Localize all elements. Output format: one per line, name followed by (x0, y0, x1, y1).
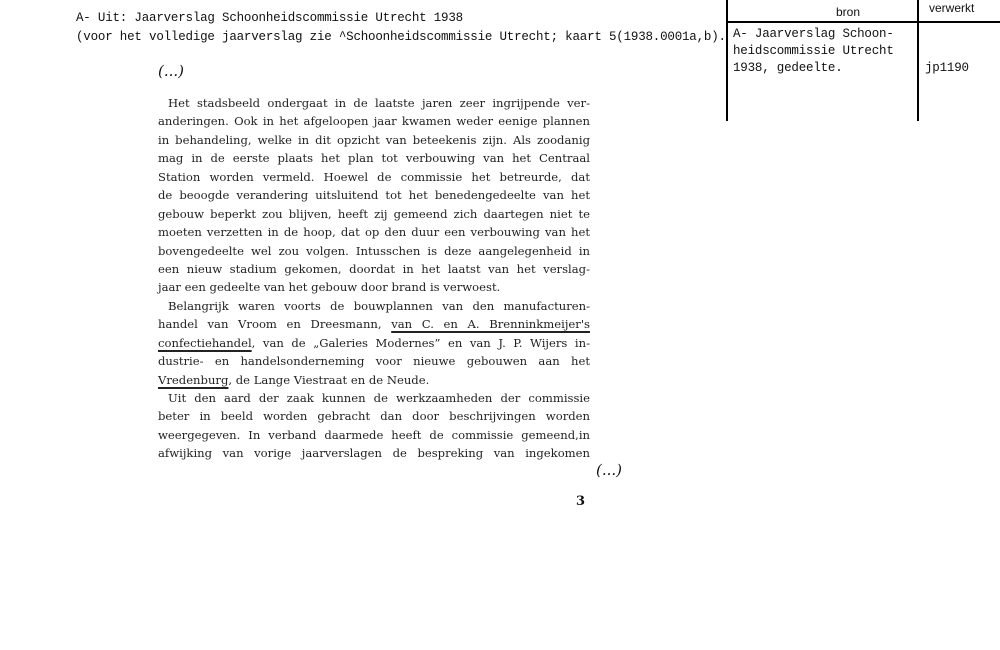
text-segment: jaar een gedeelte van het gebouw door brand is verwoest. (158, 280, 501, 295)
omission-mark-end: (...) (596, 461, 623, 479)
text-line (158, 112, 590, 130)
bron-line: 1938, gedeelte. (733, 61, 843, 75)
column-header-bron: bron (836, 5, 861, 19)
text-segment: Het stadsbeeld ondergaat in de laatste jaren zeer ingrijpende ver- (168, 96, 590, 110)
text-segment: gebouw beperkt zou blijven, heeft zij gemeend zich daartegen niet te (158, 206, 590, 221)
document-body (158, 94, 590, 463)
text-line (158, 131, 590, 149)
page-number: 3 (576, 494, 586, 509)
text-segment: de beoogde verandering uitsluitend tot het benedengedeelte van het (158, 188, 590, 203)
underlined-text: van C. en A. Brenninkmeijer's (391, 317, 590, 332)
underlined-text: Vredenburg (158, 372, 229, 387)
bron-line: A- Jaarverslag Schoon- (733, 27, 894, 41)
underlined-text: confectiehandel (158, 335, 252, 350)
bron-line: heidscommissie Utrecht (733, 44, 894, 58)
text-segment: Belangrijk waren voorts de bouwplannen van den manufacturen- (168, 298, 590, 313)
text-line (158, 223, 590, 241)
table-left-border (726, 0, 728, 121)
text-segment: Station worden vermeld. Hoewel de commissie het betreurde, dat (158, 169, 590, 184)
text-line (158, 297, 590, 315)
text-segment: in behandeling, welke in dit opzicht van beteekenis zijn. Als zoodanig (158, 132, 590, 147)
text-line (158, 352, 590, 370)
table-column-divider (917, 0, 919, 121)
text-line (158, 149, 590, 167)
text-segment: , de Lange Viestraat en de Neude. (228, 372, 430, 387)
text-segment: bovengedeelte wel zou volgen. Intusschen is deze aangelegenheid in (158, 243, 590, 258)
text-segment: weergegeven. In verband daarmede heeft de commissie gemeend,in (158, 427, 590, 442)
text-segment: moeten verzetten in de hoop, dat op den duur een verbouwing van het (158, 225, 590, 240)
text-line (158, 94, 590, 112)
text-line (158, 371, 590, 389)
text-line (158, 389, 590, 407)
text-segment: Uit den aard der zaak kunnen de werkzaamheden der commissie (168, 391, 590, 405)
text-line (158, 205, 590, 223)
text-segment: een nieuw stadium gekomen, doordat in het laatst van het verslag- (158, 261, 590, 276)
text-line (158, 334, 590, 352)
text-line (158, 242, 590, 260)
header-title: A- Uit: Jaarverslag Schoonheidscommissie Utrecht 1938 (76, 11, 463, 25)
text-segment: anderingen. Ook in het afgeloopen jaar kwamen weder eenige plannen (158, 114, 590, 129)
text-segment: afwijking van vorige jaarverslagen de bespreking van ingekomen (158, 446, 590, 461)
omission-mark-start: (...) (158, 62, 185, 80)
text-line (158, 315, 590, 333)
text-line (158, 426, 590, 444)
text-line (158, 168, 590, 186)
text-line (158, 260, 590, 278)
text-line (158, 444, 590, 462)
verwerkt-code: jp1190 (925, 61, 969, 75)
text-line (158, 407, 590, 425)
text-line (158, 278, 590, 296)
header-reference: (voor het volledige jaarverslag zie ^Schoonheidscommissie Utrecht; kaart 5(1938.0001a,b). (76, 30, 726, 44)
text-segment: mag in de eerste plaats het plan tot verbouwing van het Centraal (158, 151, 590, 166)
table-header-border (726, 21, 1000, 23)
text-segment: beter in beeld worden gebracht dan door beschrijvingen worden (158, 409, 590, 424)
text-segment: , van de „Galeries Modernes” en van J. P. Wijers in- (251, 335, 590, 350)
text-segment: handel van Vroom en Dreesmann, (158, 317, 392, 332)
column-header-verwerkt: verwerkt (929, 1, 975, 15)
text-line (158, 186, 590, 204)
text-segment: dustrie- en handelsonderneming voor nieuwe gebouwen aan het (158, 354, 590, 369)
